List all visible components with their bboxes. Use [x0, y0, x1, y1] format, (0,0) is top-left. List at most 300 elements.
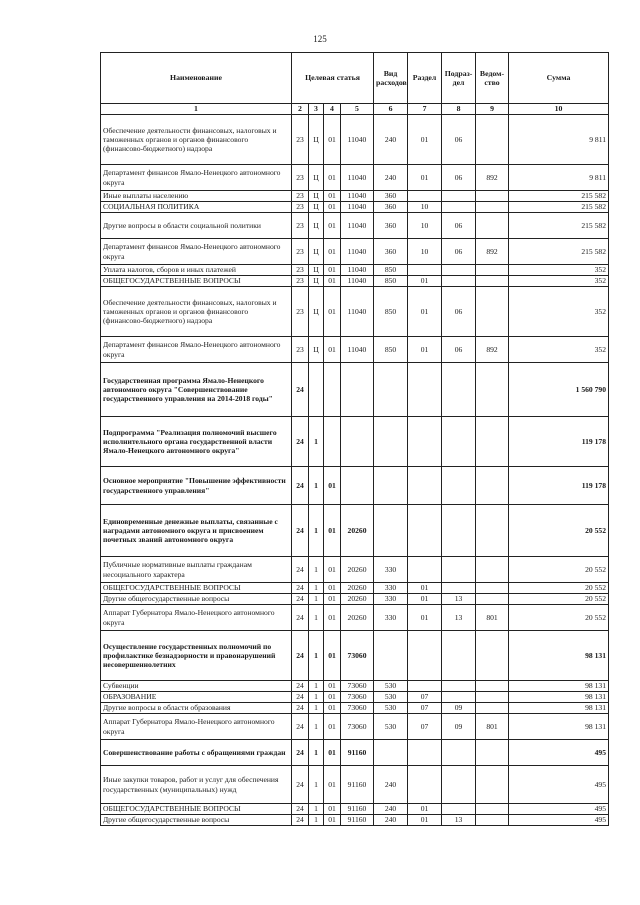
- cell-direction-code: 11040: [341, 265, 374, 276]
- cell-direction-code: 20260: [341, 505, 374, 557]
- cell-subsection: 09: [442, 703, 476, 714]
- cell-subsection: [442, 417, 476, 467]
- cell-program-code: 24: [292, 804, 309, 815]
- cell-sum: 1 560 790: [509, 363, 609, 417]
- cell-name: Другие общегосударственные вопросы: [101, 815, 292, 826]
- cell-activity-code: 01: [324, 557, 341, 583]
- cell-activity-code: 01: [324, 804, 341, 815]
- table-row: [101, 804, 609, 815]
- cell-department: [476, 213, 509, 239]
- cell-subprogram-code: [309, 363, 324, 417]
- cell-program-code: 23: [292, 265, 309, 276]
- cell-activity-code: 01: [324, 287, 341, 337]
- cell-subprogram-code: 1: [309, 740, 324, 766]
- cell-name: Другие общегосударственные вопросы: [101, 594, 292, 605]
- header-expense-type: Вид расходов: [374, 53, 408, 104]
- cell-activity-code: 01: [324, 467, 341, 505]
- cell-name: Единовременные денежные выплаты, связанные с наградами автономного округа и присвоением почетных званий автономного округа: [101, 505, 292, 557]
- cell-name: Обеспечение деятельности финансовых, налоговых и таможенных органов и органов финансового (финансово-бюджетного) надзора: [101, 115, 292, 165]
- cell-department: [476, 583, 509, 594]
- cell-department: [476, 804, 509, 815]
- cell-sum: 352: [509, 337, 609, 363]
- cell-subprogram-code: Ц: [309, 213, 324, 239]
- cell-subprogram-code: 1: [309, 505, 324, 557]
- cell-sum: 215 582: [509, 191, 609, 202]
- table-row: [101, 605, 609, 631]
- cell-expense-type: 360: [374, 191, 408, 202]
- cell-activity-code: 01: [324, 165, 341, 191]
- cell-sum: 98 131: [509, 714, 609, 740]
- cell-expense-type: 360: [374, 239, 408, 265]
- table-row: [101, 815, 609, 826]
- table-row: [101, 417, 609, 467]
- cell-name: Совершенствование работы с обращениями граждан: [101, 740, 292, 766]
- cell-sum: 495: [509, 740, 609, 766]
- cell-name: Иные закупки товаров, работ и услуг для обеспечения государственных (муниципальных) нужд: [101, 766, 292, 804]
- cell-program-code: 24: [292, 692, 309, 703]
- cell-subsection: [442, 202, 476, 213]
- cell-subprogram-code: 1: [309, 815, 324, 826]
- cell-sum: 215 582: [509, 202, 609, 213]
- cell-expense-type: 850: [374, 337, 408, 363]
- cell-name: Основное мероприятие "Повышение эффективности государственного управления": [101, 467, 292, 505]
- column-number-row: [101, 104, 609, 115]
- cell-program-code: 24: [292, 505, 309, 557]
- table-row: [101, 202, 609, 213]
- cell-name: Субвенции: [101, 681, 292, 692]
- cell-direction-code: 91160: [341, 766, 374, 804]
- cell-department: [476, 557, 509, 583]
- cell-sum: 495: [509, 804, 609, 815]
- cell-expense-type: 360: [374, 213, 408, 239]
- cell-section: [408, 265, 442, 276]
- cell-activity-code: 01: [324, 740, 341, 766]
- cell-program-code: 24: [292, 594, 309, 605]
- cell-name: Государственная программа Ямало-Ненецкого автономного округа "Совершенствование государственного управления на 2014-2018 годы": [101, 363, 292, 417]
- cell-expense-type: 850: [374, 276, 408, 287]
- cell-name: ОБЩЕГОСУДАРСТВЕННЫЕ ВОПРОСЫ: [101, 804, 292, 815]
- cell-subsection: 06: [442, 213, 476, 239]
- cell-department: [476, 417, 509, 467]
- header-target-article: Целевая статья: [292, 53, 374, 104]
- header-department: Ведом-ство: [476, 53, 509, 104]
- cell-activity-code: 01: [324, 239, 341, 265]
- cell-activity-code: [324, 363, 341, 417]
- cell-sum: 9 811: [509, 115, 609, 165]
- cell-subprogram-code: Ц: [309, 276, 324, 287]
- cell-name: Департамент финансов Ямало-Ненецкого автономного округа: [101, 239, 292, 265]
- cell-expense-type: [374, 467, 408, 505]
- cell-direction-code: 11040: [341, 239, 374, 265]
- cell-name: ОБРАЗОВАНИЕ: [101, 692, 292, 703]
- cell-subsection: 06: [442, 337, 476, 363]
- cell-department: [476, 202, 509, 213]
- table-row: [101, 631, 609, 681]
- cell-direction-code: 20260: [341, 605, 374, 631]
- cell-name: Департамент финансов Ямало-Ненецкого автономного округа: [101, 165, 292, 191]
- cell-direction-code: [341, 363, 374, 417]
- column-number: 6: [374, 104, 408, 115]
- cell-direction-code: 11040: [341, 165, 374, 191]
- cell-direction-code: 11040: [341, 191, 374, 202]
- table-row: [101, 692, 609, 703]
- cell-expense-type: 850: [374, 287, 408, 337]
- cell-section: 01: [408, 594, 442, 605]
- table-row: [101, 213, 609, 239]
- cell-section: 10: [408, 202, 442, 213]
- column-number: 8: [442, 104, 476, 115]
- cell-activity-code: 01: [324, 191, 341, 202]
- cell-activity-code: 01: [324, 265, 341, 276]
- cell-direction-code: 73060: [341, 692, 374, 703]
- cell-direction-code: 73060: [341, 681, 374, 692]
- cell-activity-code: 01: [324, 681, 341, 692]
- cell-expense-type: 240: [374, 766, 408, 804]
- cell-section: 07: [408, 703, 442, 714]
- cell-subprogram-code: 1: [309, 583, 324, 594]
- cell-expense-type: 530: [374, 714, 408, 740]
- cell-section: [408, 363, 442, 417]
- cell-department: 892: [476, 165, 509, 191]
- cell-subprogram-code: 1: [309, 766, 324, 804]
- cell-expense-type: 330: [374, 605, 408, 631]
- cell-subprogram-code: Ц: [309, 115, 324, 165]
- cell-direction-code: [341, 467, 374, 505]
- cell-program-code: 24: [292, 815, 309, 826]
- cell-direction-code: 11040: [341, 337, 374, 363]
- cell-program-code: 23: [292, 239, 309, 265]
- cell-name: ОБЩЕГОСУДАРСТВЕННЫЕ ВОПРОСЫ: [101, 583, 292, 594]
- cell-section: 01: [408, 276, 442, 287]
- cell-section: 07: [408, 692, 442, 703]
- cell-expense-type: 240: [374, 804, 408, 815]
- cell-sum: 20 552: [509, 505, 609, 557]
- cell-sum: 98 131: [509, 681, 609, 692]
- cell-subsection: [442, 467, 476, 505]
- cell-name: Уплата налогов, сборов и иных платежей: [101, 265, 292, 276]
- cell-name: Другие вопросы в области образования: [101, 703, 292, 714]
- cell-subsection: 09: [442, 714, 476, 740]
- cell-activity-code: 01: [324, 766, 341, 804]
- cell-subsection: 06: [442, 165, 476, 191]
- cell-expense-type: [374, 417, 408, 467]
- cell-direction-code: 11040: [341, 115, 374, 165]
- table-row: [101, 703, 609, 714]
- table-row: [101, 191, 609, 202]
- cell-activity-code: 01: [324, 505, 341, 557]
- cell-expense-type: 360: [374, 202, 408, 213]
- cell-sum: 9 811: [509, 165, 609, 191]
- cell-subsection: [442, 505, 476, 557]
- cell-department: [476, 505, 509, 557]
- cell-subsection: [442, 804, 476, 815]
- cell-expense-type: 330: [374, 594, 408, 605]
- cell-activity-code: 01: [324, 815, 341, 826]
- cell-direction-code: 11040: [341, 213, 374, 239]
- cell-department: [476, 740, 509, 766]
- cell-activity-code: 01: [324, 276, 341, 287]
- cell-program-code: 23: [292, 337, 309, 363]
- cell-sum: 495: [509, 766, 609, 804]
- cell-subsection: [442, 631, 476, 681]
- cell-program-code: 24: [292, 714, 309, 740]
- cell-expense-type: 850: [374, 265, 408, 276]
- column-number: 10: [509, 104, 609, 115]
- column-number: 9: [476, 104, 509, 115]
- cell-subsection: [442, 740, 476, 766]
- cell-direction-code: [341, 417, 374, 467]
- table-row: [101, 714, 609, 740]
- cell-sum: 20 552: [509, 557, 609, 583]
- cell-activity-code: 01: [324, 115, 341, 165]
- header-sum: Сумма: [509, 53, 609, 104]
- cell-name: Другие вопросы в области социальной политики: [101, 213, 292, 239]
- cell-section: 01: [408, 115, 442, 165]
- cell-program-code: 23: [292, 165, 309, 191]
- cell-department: [476, 703, 509, 714]
- cell-department: [476, 287, 509, 337]
- cell-subprogram-code: 1: [309, 557, 324, 583]
- cell-direction-code: 91160: [341, 804, 374, 815]
- cell-section: [408, 417, 442, 467]
- cell-program-code: 23: [292, 115, 309, 165]
- cell-sum: 98 131: [509, 703, 609, 714]
- table-row: [101, 766, 609, 804]
- cell-section: [408, 740, 442, 766]
- budget-table: [100, 52, 609, 826]
- cell-subsection: 06: [442, 287, 476, 337]
- table-row: [101, 115, 609, 165]
- cell-department: 801: [476, 714, 509, 740]
- cell-name: Аппарат Губернатора Ямало-Ненецкого автономного округа: [101, 605, 292, 631]
- cell-expense-type: [374, 363, 408, 417]
- cell-subsection: 13: [442, 815, 476, 826]
- cell-section: 07: [408, 714, 442, 740]
- cell-program-code: 24: [292, 703, 309, 714]
- cell-program-code: 24: [292, 631, 309, 681]
- cell-department: 892: [476, 239, 509, 265]
- cell-expense-type: 530: [374, 692, 408, 703]
- cell-subsection: [442, 692, 476, 703]
- cell-name: Аппарат Губернатора Ямало-Ненецкого автономного округа: [101, 714, 292, 740]
- cell-direction-code: 11040: [341, 202, 374, 213]
- cell-subsection: 06: [442, 239, 476, 265]
- cell-department: [476, 276, 509, 287]
- cell-subsection: 13: [442, 594, 476, 605]
- cell-section: [408, 467, 442, 505]
- cell-expense-type: 240: [374, 815, 408, 826]
- cell-activity-code: 01: [324, 202, 341, 213]
- cell-program-code: 23: [292, 276, 309, 287]
- cell-department: [476, 115, 509, 165]
- cell-direction-code: 73060: [341, 714, 374, 740]
- cell-section: [408, 505, 442, 557]
- cell-subsection: 13: [442, 605, 476, 631]
- cell-program-code: 24: [292, 363, 309, 417]
- cell-activity-code: [324, 417, 341, 467]
- cell-section: [408, 557, 442, 583]
- cell-activity-code: 01: [324, 703, 341, 714]
- cell-subprogram-code: 1: [309, 804, 324, 815]
- cell-section: 01: [408, 165, 442, 191]
- cell-subsection: [442, 557, 476, 583]
- cell-activity-code: 01: [324, 605, 341, 631]
- cell-sum: 119 178: [509, 467, 609, 505]
- table-row: [101, 594, 609, 605]
- cell-department: 801: [476, 605, 509, 631]
- table-row: [101, 505, 609, 557]
- cell-expense-type: [374, 631, 408, 681]
- cell-name: ОБЩЕГОСУДАРСТВЕННЫЕ ВОПРОСЫ: [101, 276, 292, 287]
- cell-activity-code: 01: [324, 692, 341, 703]
- cell-section: 01: [408, 815, 442, 826]
- cell-activity-code: 01: [324, 631, 341, 681]
- cell-program-code: 23: [292, 202, 309, 213]
- cell-subprogram-code: 1: [309, 681, 324, 692]
- cell-section: [408, 191, 442, 202]
- cell-activity-code: 01: [324, 714, 341, 740]
- column-number: 7: [408, 104, 442, 115]
- cell-expense-type: 530: [374, 681, 408, 692]
- column-number: 4: [324, 104, 341, 115]
- table-body: [101, 115, 609, 826]
- cell-direction-code: 73060: [341, 631, 374, 681]
- cell-subsection: [442, 766, 476, 804]
- cell-department: [476, 631, 509, 681]
- cell-department: [476, 467, 509, 505]
- cell-section: 01: [408, 337, 442, 363]
- cell-activity-code: 01: [324, 583, 341, 594]
- cell-subprogram-code: Ц: [309, 191, 324, 202]
- cell-subprogram-code: Ц: [309, 265, 324, 276]
- cell-subprogram-code: Ц: [309, 287, 324, 337]
- cell-sum: 98 131: [509, 692, 609, 703]
- cell-subprogram-code: 1: [309, 703, 324, 714]
- header-subsection: Подраз-дел: [442, 53, 476, 104]
- cell-subprogram-code: 1: [309, 417, 324, 467]
- column-number: 3: [309, 104, 324, 115]
- cell-sum: 352: [509, 276, 609, 287]
- cell-section: 01: [408, 287, 442, 337]
- cell-subprogram-code: 1: [309, 467, 324, 505]
- cell-subprogram-code: Ц: [309, 165, 324, 191]
- cell-direction-code: 91160: [341, 815, 374, 826]
- table-row: [101, 467, 609, 505]
- column-number: 1: [101, 104, 292, 115]
- cell-sum: 215 582: [509, 239, 609, 265]
- cell-activity-code: 01: [324, 594, 341, 605]
- table-row: [101, 363, 609, 417]
- cell-direction-code: 73060: [341, 703, 374, 714]
- cell-subprogram-code: Ц: [309, 202, 324, 213]
- cell-expense-type: 530: [374, 703, 408, 714]
- cell-subprogram-code: 1: [309, 692, 324, 703]
- cell-subsection: 06: [442, 115, 476, 165]
- cell-subsection: [442, 363, 476, 417]
- page-number: 125: [313, 34, 327, 44]
- cell-department: [476, 815, 509, 826]
- cell-program-code: 24: [292, 740, 309, 766]
- cell-subsection: [442, 583, 476, 594]
- cell-program-code: 24: [292, 583, 309, 594]
- cell-subprogram-code: Ц: [309, 337, 324, 363]
- cell-sum: 20 552: [509, 583, 609, 594]
- cell-section: [408, 681, 442, 692]
- cell-activity-code: 01: [324, 213, 341, 239]
- cell-program-code: 24: [292, 681, 309, 692]
- table-row: [101, 740, 609, 766]
- cell-subsection: [442, 276, 476, 287]
- cell-expense-type: [374, 505, 408, 557]
- header-section: Раздел: [408, 53, 442, 104]
- header-name: Наименование: [101, 53, 292, 104]
- cell-sum: 352: [509, 265, 609, 276]
- table-row: [101, 337, 609, 363]
- table-row: [101, 557, 609, 583]
- cell-subprogram-code: 1: [309, 714, 324, 740]
- cell-department: [476, 766, 509, 804]
- cell-direction-code: 11040: [341, 287, 374, 337]
- cell-subprogram-code: Ц: [309, 239, 324, 265]
- cell-section: [408, 631, 442, 681]
- cell-sum: 20 552: [509, 594, 609, 605]
- cell-subprogram-code: 1: [309, 631, 324, 681]
- cell-program-code: 24: [292, 467, 309, 505]
- cell-activity-code: 01: [324, 337, 341, 363]
- column-number: 5: [341, 104, 374, 115]
- cell-section: 10: [408, 239, 442, 265]
- cell-name: СОЦИАЛЬНАЯ ПОЛИТИКА: [101, 202, 292, 213]
- cell-subsection: [442, 191, 476, 202]
- table-row: [101, 681, 609, 692]
- cell-direction-code: 20260: [341, 594, 374, 605]
- table-row: [101, 287, 609, 337]
- table-row: [101, 265, 609, 276]
- cell-department: [476, 265, 509, 276]
- cell-expense-type: 240: [374, 115, 408, 165]
- cell-subsection: [442, 681, 476, 692]
- table-row: [101, 583, 609, 594]
- cell-name: Подпрограмма "Реализация полномочий высшего исполнительного органа государственной власти Ямало-Ненецкого автономного округа": [101, 417, 292, 467]
- cell-section: 01: [408, 583, 442, 594]
- cell-program-code: 24: [292, 557, 309, 583]
- cell-program-code: 24: [292, 417, 309, 467]
- cell-subprogram-code: 1: [309, 594, 324, 605]
- cell-program-code: 24: [292, 605, 309, 631]
- cell-program-code: 24: [292, 766, 309, 804]
- column-number: 2: [292, 104, 309, 115]
- cell-section: 01: [408, 605, 442, 631]
- header-row: [101, 53, 609, 104]
- cell-department: [476, 692, 509, 703]
- cell-name: Обеспечение деятельности финансовых, налоговых и таможенных органов и органов финансового (финансово-бюджетного) надзора: [101, 287, 292, 337]
- table-row: [101, 276, 609, 287]
- cell-expense-type: 330: [374, 557, 408, 583]
- cell-department: 892: [476, 337, 509, 363]
- cell-section: [408, 766, 442, 804]
- cell-direction-code: 11040: [341, 276, 374, 287]
- cell-program-code: 23: [292, 213, 309, 239]
- cell-expense-type: [374, 740, 408, 766]
- cell-expense-type: 330: [374, 583, 408, 594]
- cell-direction-code: 20260: [341, 557, 374, 583]
- cell-sum: 215 582: [509, 213, 609, 239]
- table-row: [101, 165, 609, 191]
- cell-name: Иные выплаты населению: [101, 191, 292, 202]
- cell-sum: 119 178: [509, 417, 609, 467]
- table-row: [101, 239, 609, 265]
- cell-program-code: 23: [292, 287, 309, 337]
